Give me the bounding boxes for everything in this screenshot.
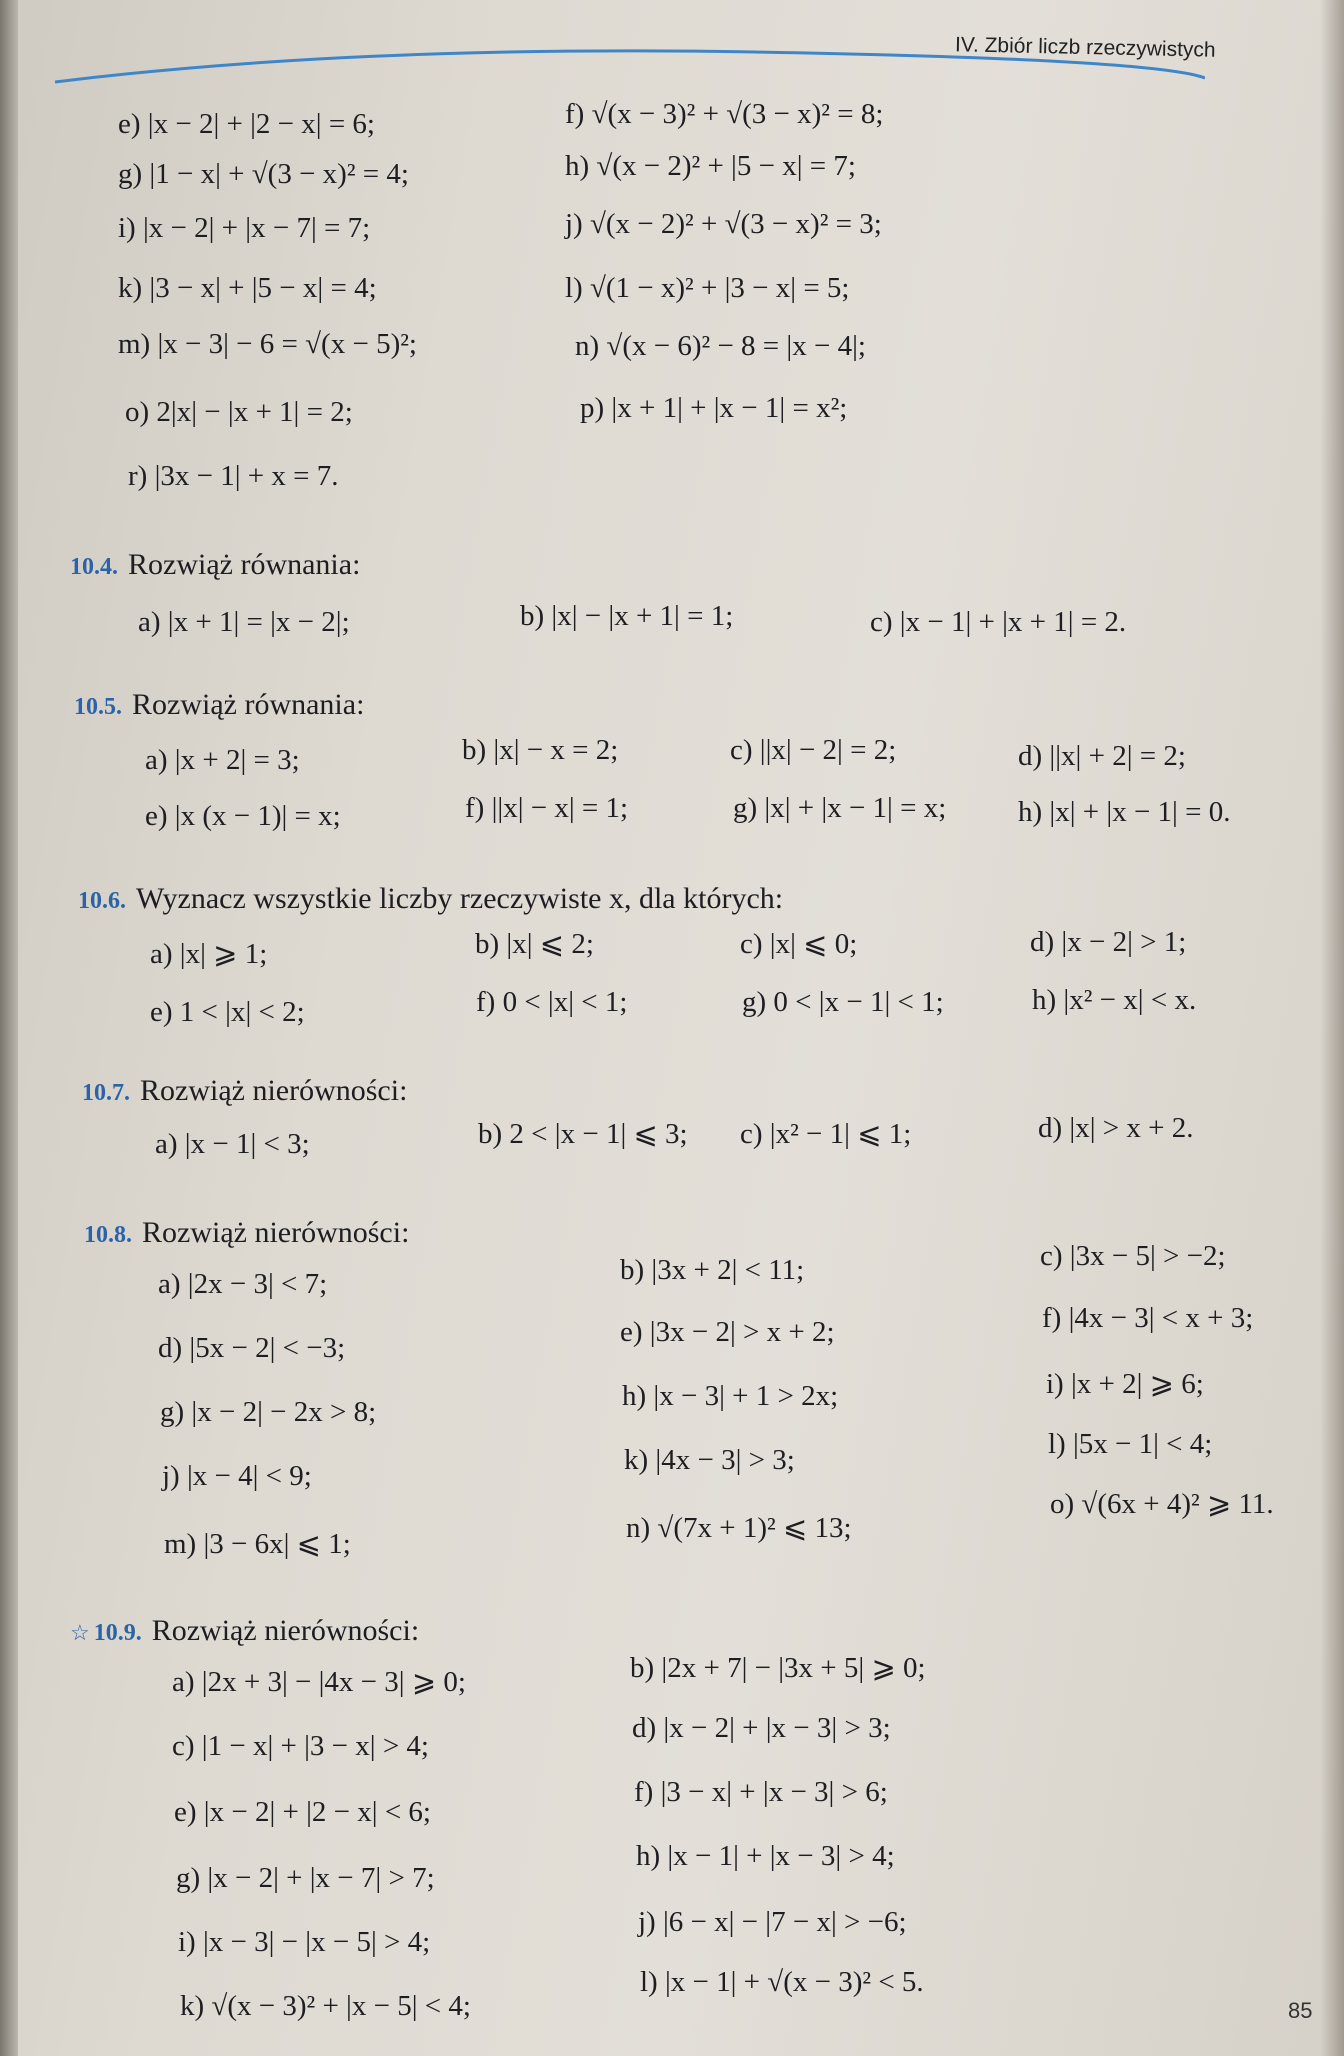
star-icon: ☆	[70, 1620, 90, 1645]
problem-item: a) |2x + 3| − |4x − 3| ⩾ 0;	[172, 1666, 466, 1698]
problem-item: k) √(x − 3)² + |x − 5| < 4;	[180, 1990, 471, 2022]
problem-item: o) √(6x + 4)² ⩾ 11.	[1050, 1488, 1274, 1520]
problem-item: d) |x − 2| > 1;	[1030, 926, 1187, 958]
problem-item: a) |x + 2| = 3;	[145, 744, 300, 776]
problem-item: d) ||x| + 2| = 2;	[1018, 740, 1186, 772]
problem-item: f) √(x − 3)² + √(3 − x)² = 8;	[565, 98, 884, 130]
problem-item: c) |3x − 5| > −2;	[1040, 1240, 1226, 1272]
problem-item: e) 1 < |x| < 2;	[150, 996, 305, 1028]
section-heading-10-7: 10.7. Rozwiąż nierówności:	[82, 1074, 408, 1107]
problem-item: i) |x − 2| + |x − 7| = 7;	[118, 212, 371, 244]
problem-item: f) ||x| − x| = 1;	[465, 792, 629, 824]
problem-item: r) |3x − 1| + x = 7.	[128, 460, 339, 492]
problem-item: a) |x − 1| < 3;	[155, 1128, 310, 1160]
problem-item: k) |4x − 3| > 3;	[624, 1444, 795, 1476]
problem-item: i) |x − 3| − |x − 5| > 4;	[178, 1926, 431, 1958]
problem-item: n) √(x − 6)² − 8 = |x − 4|;	[575, 330, 866, 362]
problem-item: n) √(7x + 1)² ⩽ 13;	[626, 1512, 852, 1544]
section-heading-10-4: 10.4. Rozwiąż równania:	[70, 548, 361, 581]
problem-item: h) |x − 1| + |x − 3| > 4;	[636, 1840, 895, 1872]
problem-item: a) |2x − 3| < 7;	[158, 1268, 328, 1300]
problem-item: h) |x − 3| + 1 > 2x;	[622, 1380, 839, 1412]
problem-item: b) |x| − x = 2;	[462, 734, 619, 766]
problem-item: c) |x² − 1| ⩽ 1;	[740, 1118, 912, 1150]
problem-item: k) |3 − x| + |5 − x| = 4;	[118, 272, 377, 304]
problem-item: b) 2 < |x − 1| ⩽ 3;	[478, 1118, 688, 1150]
problem-item: p) |x + 1| + |x − 1| = x²;	[580, 392, 848, 424]
problem-item: d) |x| > x + 2.	[1038, 1112, 1194, 1144]
problem-item: e) |x − 2| + |2 − x| < 6;	[174, 1796, 431, 1828]
problem-item: h) |x² − x| < x.	[1032, 984, 1197, 1016]
chapter-title: IV. Zbiór liczb rzeczywistych	[954, 33, 1216, 62]
problem-item: m) |3 − 6x| ⩽ 1;	[164, 1528, 351, 1560]
section-heading-10-6: 10.6. Wyznacz wszystkie liczby rzeczywiste x, dla których:	[78, 882, 784, 915]
problem-item: h) |x| + |x − 1| = 0.	[1018, 796, 1231, 828]
problem-item: l) |x − 1| + √(x − 3)² < 5.	[640, 1966, 924, 1998]
page-number: 85	[1288, 1998, 1313, 2023]
section-heading-10-8: 10.8. Rozwiąż nierówności:	[84, 1216, 410, 1249]
problem-item: c) |1 − x| + |3 − x| > 4;	[172, 1730, 429, 1762]
problem-item: g) |1 − x| + √(3 − x)² = 4;	[118, 158, 409, 190]
problem-item: g) |x − 2| + |x − 7| > 7;	[176, 1862, 435, 1894]
problem-item: d) |5x − 2| < −3;	[158, 1332, 346, 1364]
problem-item: e) |3x − 2| > x + 2;	[620, 1316, 835, 1348]
problem-item: c) ||x| − 2| = 2;	[730, 734, 897, 766]
problem-item: g) |x| + |x − 1| = x;	[733, 792, 947, 824]
problem-item: g) |x − 2| − 2x > 8;	[160, 1396, 377, 1428]
problem-item: i) |x + 2| ⩾ 6;	[1046, 1368, 1204, 1400]
page-edge-shadow	[1320, 0, 1344, 2056]
problem-item: e) |x (x − 1)| = x;	[145, 800, 341, 832]
page-binding	[0, 0, 18, 2056]
section-heading-10-9: ☆ 10.9. Rozwiąż nierówności:	[70, 1614, 420, 1647]
problem-item: c) |x − 1| + |x + 1| = 2.	[870, 606, 1127, 638]
problem-item: a) |x| ⩾ 1;	[150, 938, 268, 970]
problem-item: m) |x − 3| − 6 = √(x − 5)²;	[118, 328, 417, 360]
problem-item: c) |x| ⩽ 0;	[740, 928, 858, 960]
problem-item: g) 0 < |x − 1| < 1;	[742, 986, 944, 1018]
problem-item: d) |x − 2| + |x − 3| > 3;	[632, 1712, 891, 1744]
problem-item: b) |2x + 7| − |3x + 5| ⩾ 0;	[630, 1652, 926, 1684]
problem-item: h) √(x − 2)² + |5 − x| = 7;	[565, 150, 856, 182]
problem-item: b) |x| ⩽ 2;	[475, 928, 594, 960]
problem-item: b) |x| − |x + 1| = 1;	[520, 600, 734, 632]
problem-item: e) |x − 2| + |2 − x| = 6;	[118, 108, 375, 140]
problem-item: l) √(1 − x)² + |3 − x| = 5;	[565, 272, 850, 304]
problem-item: l) |5x − 1| < 4;	[1048, 1428, 1213, 1460]
problem-item: j) |x − 4| < 9;	[162, 1460, 312, 1492]
problem-item: a) |x + 1| = |x − 2|;	[138, 606, 350, 638]
problem-item: f) 0 < |x| < 1;	[476, 986, 628, 1018]
section-heading-10-5: 10.5. Rozwiąż równania:	[74, 688, 365, 721]
problem-item: j) |6 − x| − |7 − x| > −6;	[638, 1906, 907, 1938]
problem-item: b) |3x + 2| < 11;	[620, 1254, 805, 1286]
problem-item: f) |4x − 3| < x + 3;	[1042, 1302, 1254, 1334]
problem-item: j) √(x − 2)² + √(3 − x)² = 3;	[565, 208, 882, 240]
problem-item: f) |3 − x| + |x − 3| > 6;	[634, 1776, 888, 1808]
problem-item: o) 2|x| − |x + 1| = 2;	[125, 396, 353, 428]
